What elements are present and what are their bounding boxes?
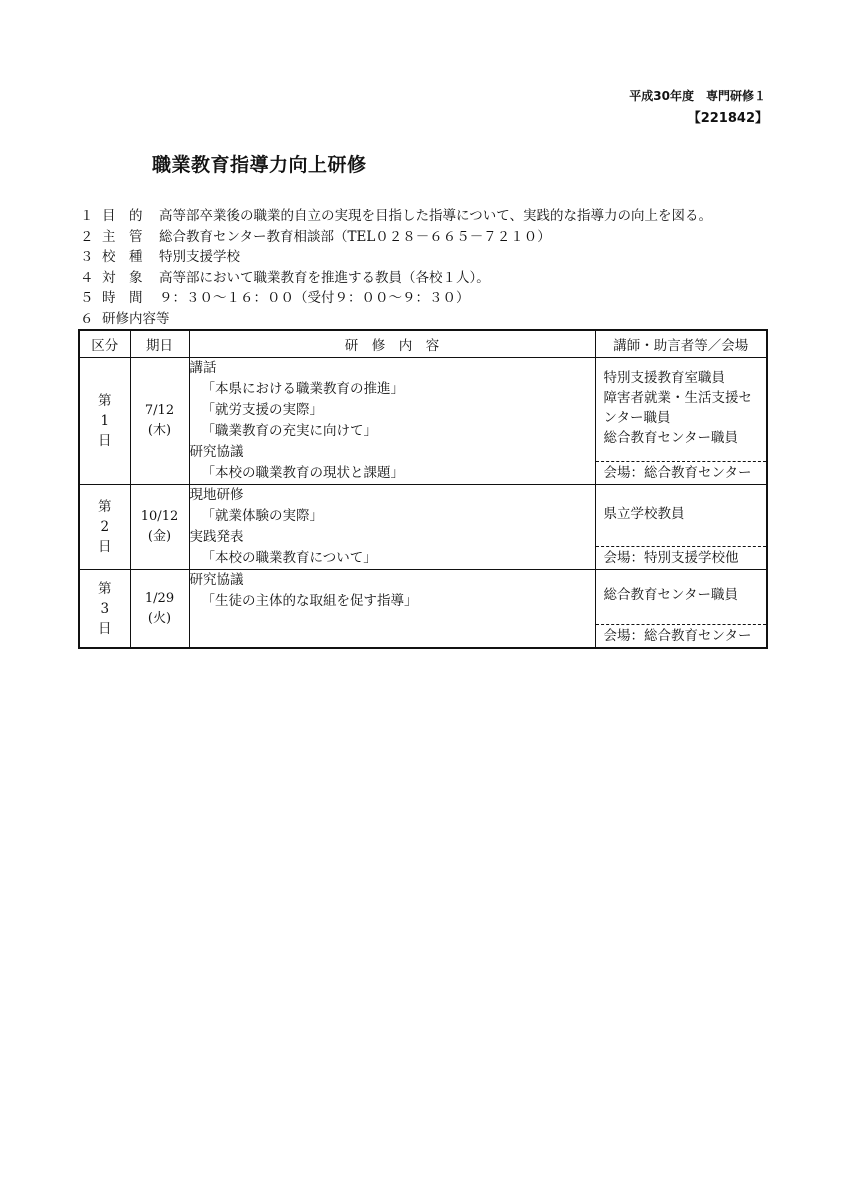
item-number: ３ [80, 249, 94, 265]
table-row [79, 570, 767, 649]
content-cell [189, 570, 595, 649]
content-line: 現地研修 [189, 487, 244, 503]
content-line: 「就業体験の実際」 [201, 508, 323, 524]
content-line: 「本校の職業教育の現状と課題」 [201, 465, 404, 481]
item-text: 高等部において職業教育を推進する教員（各校１人）。 [159, 269, 490, 286]
header-date: 期日 [130, 330, 189, 358]
item-text: ９：３０～１６：００（受付９：００～９：３０） [159, 290, 470, 306]
item-label: 時 間 [102, 290, 143, 306]
instructors-cell [595, 570, 767, 649]
overview-item-content [80, 309, 712, 330]
table-row [79, 358, 767, 485]
date-cell: 10/12 (金) [130, 485, 189, 570]
content-line: 「本校の職業教育について」 [201, 550, 377, 566]
date-cell: 1/29 (火) [130, 570, 189, 649]
overview-item-time [80, 288, 712, 309]
division-cell: 第 1 日 [79, 358, 130, 485]
content-line: 「就労支援の実際」 [201, 402, 323, 418]
overview-item-target [80, 268, 712, 289]
header-course-code: 【221842】 [687, 111, 768, 126]
item-label: 研修内容等 [102, 310, 170, 327]
content-cell [189, 485, 595, 570]
content-line: 研究協議 [189, 572, 244, 588]
instructor-list: 県立学校教員 [603, 505, 685, 522]
content-line: 実践発表 [189, 529, 244, 545]
document-title: 職業教育指導力向上研修 [152, 154, 367, 176]
schedule-table [78, 329, 768, 649]
instructors-cell [595, 485, 767, 570]
item-number: ５ [80, 290, 94, 306]
content-line: 「生徒の主体的な取組を促す指導」 [201, 593, 418, 609]
venue-text: 会場：総合教育センター [596, 461, 767, 484]
overview-item-school-type [80, 247, 712, 268]
item-text: 高等部卒業後の職業的自立の実現を目指した指導について、実践的な指導力の向上を図る。 [159, 208, 712, 224]
item-number: ２ [80, 228, 94, 245]
content-cell [189, 358, 595, 485]
item-number: ６ [80, 310, 94, 327]
date-cell: 7/12 (木) [130, 358, 189, 485]
content-line: 「本県における職業教育の推進」 [201, 381, 404, 397]
content-line: 講話 [189, 360, 217, 376]
venue-text: 会場：特別支援学校他 [596, 546, 767, 569]
header-year-label: 平成30年度 専門研修１ [629, 89, 766, 103]
overview-list [80, 206, 712, 329]
item-number: １ [80, 208, 94, 224]
overview-item-organizer [80, 227, 712, 248]
content-line: 研究協議 [189, 444, 244, 460]
overview-item-purpose [80, 206, 712, 227]
venue-text: 会場：総合教育センター [596, 624, 767, 647]
item-label: 主 管 [102, 228, 143, 245]
item-label: 目 的 [102, 208, 143, 224]
header-division: 区分 [79, 330, 130, 358]
item-number: ４ [80, 269, 94, 286]
item-label: 校 種 [102, 249, 143, 265]
item-text: 総合教育センター教育相談部（TEL０２８－６６５－７２１０） [159, 228, 551, 245]
instructor-list: 総合教育センター職員 [603, 587, 738, 603]
division-cell: 第 2 日 [79, 485, 130, 570]
header-content: 研 修 内 容 [189, 330, 595, 358]
instructor-list: 特別支援教育室職員 障害者就業・生活支援セ ンター職員 総合教育センター職員 [603, 370, 752, 446]
item-text: 特別支援学校 [159, 249, 240, 265]
content-line: 「職業教育の充実に向けて」 [201, 423, 377, 439]
instructors-cell [595, 358, 767, 485]
division-cell: 第 3 日 [79, 570, 130, 649]
table-header-row [79, 330, 767, 358]
table-row [79, 485, 767, 570]
header-instructors: 講師・助言者等／会場 [595, 330, 767, 358]
item-label: 対 象 [102, 269, 143, 286]
